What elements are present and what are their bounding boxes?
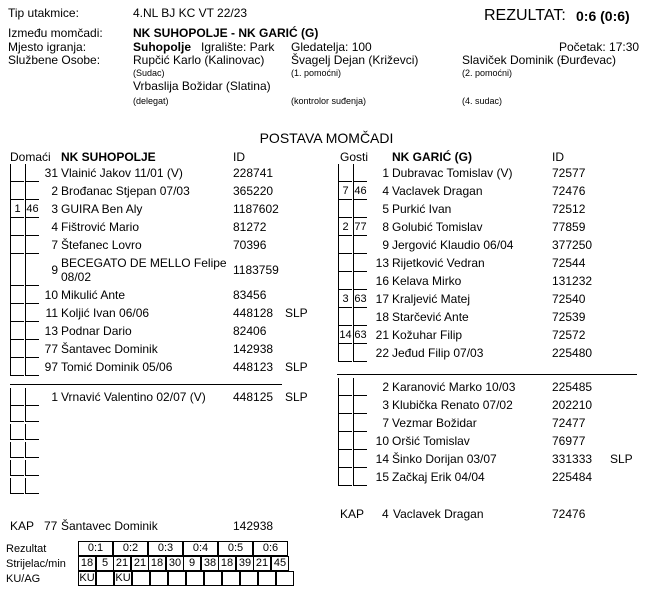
teams-label: Između momčadi:	[8, 26, 103, 40]
score-kuag-cell	[186, 571, 204, 586]
player-box-1	[338, 344, 352, 362]
player-number: 10	[375, 434, 389, 448]
player-name: Kožuhar Filip	[392, 328, 463, 342]
score-kuag-cell	[132, 571, 150, 586]
score-scorer-cell: 18	[78, 556, 96, 571]
score-kuag-cell	[276, 571, 294, 586]
player-number: 5	[382, 202, 389, 216]
result-value: 0:6 (0:6)	[576, 8, 630, 24]
player-number: 11	[45, 306, 58, 320]
player-name: Brođanac Stjepan 07/03	[61, 184, 190, 198]
player-box-1	[338, 308, 352, 326]
away-side-label: Gosti	[340, 150, 369, 164]
player-number: 13	[44, 324, 58, 338]
player-name: Klubička Renato 07/02	[392, 398, 513, 412]
score-result-cell: 0:1	[78, 541, 113, 556]
player-box-1: 1	[10, 200, 24, 218]
player-name: Kraljević Matej	[392, 292, 471, 306]
player-box-1	[338, 396, 352, 414]
player-number: 4	[382, 184, 389, 198]
player-number: 13	[375, 256, 389, 270]
delegate-role: (delegat)	[133, 96, 169, 106]
player-name: GUIRA Ben Aly	[61, 202, 143, 216]
home-captain-label: KAP	[10, 519, 35, 533]
home-team-name: NK SUHOPOLJE	[61, 150, 156, 164]
player-name: Fištrović Mario	[61, 220, 140, 234]
score-scorer-cell: 21	[113, 556, 131, 571]
lineup-title: POSTAVA MOMČADI	[259, 130, 394, 146]
assistant1-role: (1. pomoćni)	[291, 68, 342, 78]
score-result-cell: 0:5	[218, 541, 253, 556]
player-box-1	[10, 236, 24, 254]
referee-name: Rupčić Karlo (Kalinovac)	[133, 53, 265, 67]
player-number: 3	[382, 398, 389, 412]
player-id: 81272	[233, 220, 267, 234]
player-box-1	[338, 450, 352, 468]
player-note: SLP	[285, 306, 308, 320]
player-name: Karanović Marko 10/03	[392, 380, 516, 394]
delegate-name: Vrbaslija Božidar (Slatina)	[133, 79, 271, 93]
kickoff-value: Početak: 17:30	[559, 40, 640, 54]
player-note: SLP	[285, 360, 308, 374]
player-id: 365220	[233, 184, 274, 198]
away-captain-number: 4	[382, 507, 389, 521]
score-kuag-cell	[222, 571, 240, 586]
home-captain-number: 77	[44, 519, 58, 533]
player-number: 31	[44, 166, 58, 180]
player-id: 70396	[233, 238, 267, 252]
player-box-1	[10, 322, 24, 340]
score-kuag-cell	[168, 571, 186, 586]
player-box-1	[338, 236, 352, 254]
score-kuag-cell	[150, 571, 168, 586]
player-name: Mikulić Ante	[61, 288, 126, 302]
player-id: 225480	[552, 346, 593, 360]
score-kuag-cell	[96, 571, 114, 586]
player-number: 16	[375, 274, 389, 288]
player-box-1: 14	[338, 326, 352, 344]
player-id: 72544	[552, 256, 586, 270]
player-number: 22	[375, 346, 389, 360]
player-name: Vrnavić Valentino 02/07 (V)	[61, 390, 206, 404]
score-kuag-cell	[204, 571, 222, 586]
player-number: 4	[51, 220, 58, 234]
player-number: 3	[51, 202, 58, 216]
player-box-2: 46	[353, 182, 367, 200]
away-captain-id: 72476	[552, 507, 586, 521]
player-name: Tomić Dominik 05/06	[61, 360, 173, 374]
score-scorer-cell: 18	[148, 556, 166, 571]
player-number: 9	[51, 263, 58, 277]
player-number: 2	[382, 380, 389, 394]
player-number: 1	[51, 390, 58, 404]
away-captain-label: KAP	[340, 507, 365, 521]
player-id: 225485	[552, 380, 593, 394]
player-id: 225484	[552, 470, 593, 484]
player-box-1	[10, 340, 24, 358]
score-kuag-cell	[240, 571, 258, 586]
player-name: Dubravac Tomislav (V)	[392, 166, 513, 180]
player-box-2: 77	[353, 218, 367, 236]
player-name: Vlainić Jakov 11/01 (V)	[61, 166, 183, 180]
player-name: Štefanec Lovro	[61, 238, 142, 252]
player-box-2: 46	[25, 200, 39, 218]
player-name: Oršić Tomislav	[392, 434, 470, 448]
player-box-1	[10, 182, 24, 200]
score-row-kuag-label: KU/AG	[6, 573, 41, 585]
player-id: 72539	[552, 310, 586, 324]
player-number: 77	[44, 342, 58, 356]
player-note: SLP	[610, 452, 633, 466]
player-id: 83456	[233, 288, 267, 302]
player-box-1	[338, 378, 352, 396]
player-id: 72572	[552, 328, 586, 342]
player-number: 15	[375, 470, 389, 484]
player-id: 82406	[233, 324, 267, 338]
player-box-2: 63	[353, 326, 367, 344]
empty-sub-box	[25, 442, 39, 458]
empty-sub-box	[25, 460, 39, 476]
player-number: 9	[382, 238, 389, 252]
player-box-1	[10, 164, 24, 182]
player-number: 1	[382, 166, 389, 180]
player-number: 97	[44, 360, 58, 374]
player-number: 2	[51, 184, 58, 198]
player-box-1: 3	[338, 290, 352, 308]
player-name: Podnar Dario	[61, 324, 132, 338]
empty-sub-box	[25, 406, 39, 422]
score-result-cell: 0:4	[183, 541, 218, 556]
player-number: 18	[375, 310, 389, 324]
venue-value: Suhopolje	[133, 40, 191, 54]
player-box-1	[10, 388, 24, 406]
player-id: 72512	[552, 202, 586, 216]
player-name-line2: 08/02	[61, 270, 92, 284]
player-name: Začkaj Erik 04/04	[392, 470, 485, 484]
player-id: 228741	[233, 166, 274, 180]
player-name: Rijetković Vedran	[392, 256, 485, 270]
empty-sub-box	[10, 424, 24, 440]
teams-value: NK SUHOPOLJE - NK GARIĆ (G)	[133, 26, 319, 40]
player-number: 7	[51, 238, 58, 252]
player-number: 8	[382, 220, 389, 234]
player-name: Šantavec Dominik	[61, 342, 158, 356]
score-row-result-label: Rezultat	[6, 543, 47, 555]
home-side-label: Domaći	[10, 150, 51, 164]
empty-sub-box	[25, 424, 39, 440]
score-scorer-cell: 45	[271, 556, 289, 571]
player-box-1	[10, 304, 24, 322]
home-id-label: ID	[233, 150, 245, 164]
player-id: 142938	[233, 342, 274, 356]
player-id: 377250	[552, 238, 593, 252]
score-kuag-cell: KU	[115, 572, 131, 584]
player-name: Jergović Klaudio 06/04	[392, 238, 514, 252]
player-id: 331333	[552, 452, 593, 466]
player-number: 7	[382, 416, 389, 430]
player-number: 14	[375, 452, 389, 466]
home-captain-id: 142938	[233, 519, 274, 533]
match-type-label: Tip utakmice:	[8, 6, 79, 20]
score-scorer-cell: 21	[131, 556, 149, 571]
player-box-1	[338, 200, 352, 218]
player-id: 202210	[552, 398, 593, 412]
player-box-1	[10, 218, 24, 236]
player-id: 448125	[233, 390, 274, 404]
player-note: SLP	[285, 390, 308, 404]
player-id: 72476	[552, 184, 586, 198]
player-box-1	[338, 254, 352, 272]
player-box-1	[338, 432, 352, 450]
score-result-cell: 0:2	[113, 541, 148, 556]
player-box-1: 7	[338, 182, 352, 200]
home-subs-divider	[10, 384, 282, 385]
venue-label: Mjesto igranja:	[8, 40, 87, 54]
player-id: 76977	[552, 434, 586, 448]
player-id: 448128	[233, 306, 274, 320]
away-id-label: ID	[552, 150, 564, 164]
player-number: 17	[375, 292, 389, 306]
player-box-1	[338, 272, 352, 290]
player-id: 448123	[233, 360, 274, 374]
player-box-2: 63	[353, 290, 367, 308]
away-team-name: NK GARIĆ (G)	[392, 150, 472, 164]
player-id: 77859	[552, 220, 586, 234]
player-name: Vezmar Božidar	[392, 416, 477, 430]
assistant2-name: Slaviček Dominik (Đurđevac)	[462, 53, 617, 67]
controller-role: (kontrolor suđenja)	[291, 96, 367, 106]
empty-sub-box	[10, 442, 24, 458]
player-name: BECEGATO DE MELLO Felipe	[61, 256, 227, 270]
score-scorer-cell: 9	[183, 556, 201, 571]
player-id: 72477	[552, 416, 586, 430]
empty-sub-box	[10, 460, 24, 476]
home-captain-name: Šantavec Dominik	[61, 519, 158, 533]
player-box-1: 2	[338, 218, 352, 236]
away-subs-divider	[337, 374, 637, 375]
empty-sub-box	[10, 406, 24, 422]
result-label: REZULTAT:	[484, 7, 566, 24]
player-box-1	[10, 286, 24, 304]
player-id: 1187602	[233, 202, 279, 216]
score-scorer-cell: 18	[218, 556, 236, 571]
score-row-scorer-label: Strijelac/min	[6, 558, 66, 570]
score-result-cell: 0:3	[148, 541, 183, 556]
player-number: 21	[375, 328, 389, 342]
player-name: Vaclavek Dragan	[392, 184, 483, 198]
away-captain-name: Vaclavek Dragan	[393, 507, 484, 521]
fourth-official-role: (4. sudac)	[462, 96, 503, 106]
player-name: Golubić Tomislav	[392, 220, 483, 234]
player-name: Purkić Ivan	[392, 202, 452, 216]
score-scorer-cell: 5	[96, 556, 114, 571]
player-name: Kelava Mirko	[392, 274, 462, 288]
player-id: 72540	[552, 292, 586, 306]
spectators-value: Gledatelja: 100	[291, 40, 372, 54]
player-name: Koljić Ivan 06/06	[61, 306, 150, 320]
player-box-1	[10, 254, 24, 286]
player-number: 10	[44, 288, 58, 302]
player-id: 1183759	[233, 263, 279, 277]
score-scorer-cell: 21	[253, 556, 271, 571]
player-id: 72577	[552, 166, 586, 180]
player-name: Šinko Dorijan 03/07	[392, 452, 497, 466]
score-kuag-cell: KU	[79, 572, 95, 584]
player-name: Jeđud Filip 07/03	[392, 346, 484, 360]
score-kuag-cell	[258, 571, 276, 586]
player-box-1	[338, 414, 352, 432]
score-scorer-cell: 30	[166, 556, 184, 571]
player-box-1	[338, 164, 352, 182]
pitch-value: Igralište: Park	[201, 40, 275, 54]
player-box-1	[338, 468, 352, 486]
assistant1-name: Švagelj Dejan (Križevci)	[291, 53, 419, 67]
player-name: Starčević Ante	[392, 310, 469, 324]
score-scorer-cell: 38	[201, 556, 219, 571]
empty-sub-box	[10, 478, 24, 494]
match-type-value: 4.NL BJ KC VT 22/23	[133, 6, 248, 20]
player-id: 131232	[552, 274, 593, 288]
score-result-cell: 0:6	[253, 541, 288, 556]
player-box-1	[10, 358, 24, 376]
referee-role: (Sudac)	[133, 68, 165, 78]
assistant2-role: (2. pomoćni)	[462, 68, 513, 78]
officials-label: Službene Osobe:	[8, 53, 101, 67]
score-scorer-cell: 39	[236, 556, 254, 571]
empty-sub-box	[25, 478, 39, 494]
